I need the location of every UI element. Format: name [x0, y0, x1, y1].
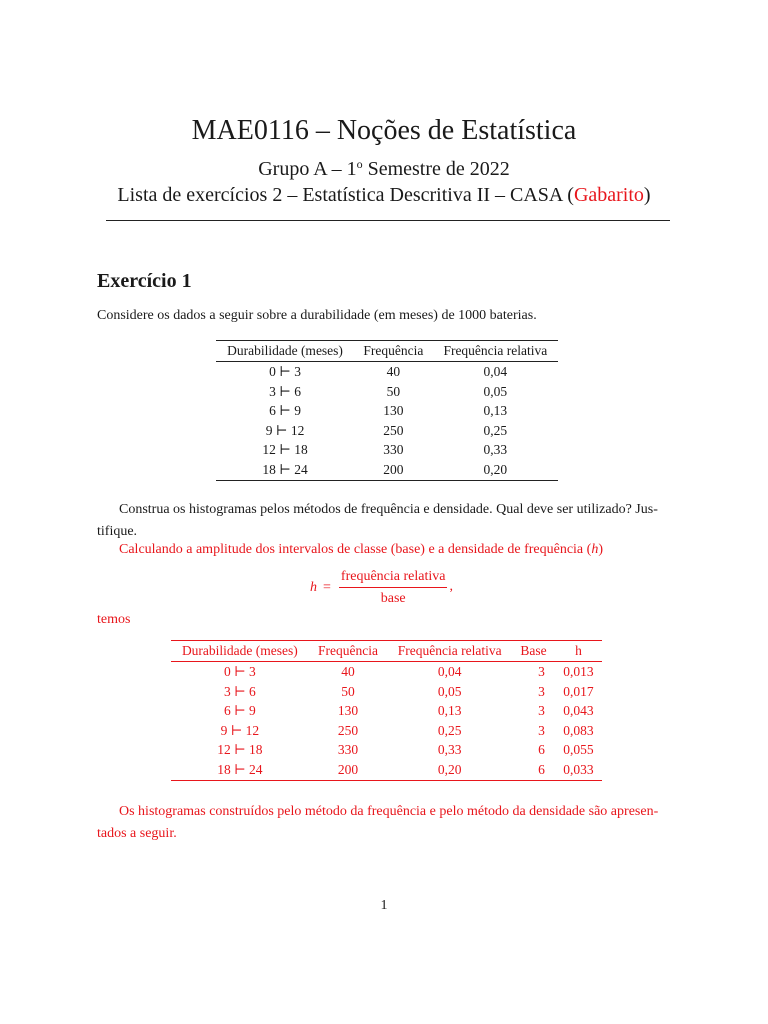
column-header: Frequência relativa: [397, 643, 502, 658]
table-row: [216, 382, 558, 402]
table-header-row: [216, 341, 558, 362]
table-cell: 50: [341, 683, 355, 699]
table-cell: 3 ⊢ 6: [223, 683, 256, 699]
table-cell: 0,033: [563, 761, 594, 777]
gabarito-label: Gabarito: [573, 184, 644, 206]
table-cell: 0 ⊢ 3: [223, 664, 256, 679]
document-subtitle: [0, 151, 768, 182]
table-cell: 0,20: [437, 761, 462, 777]
table-cell: 200: [337, 761, 359, 777]
table-cell: 0,33: [437, 742, 462, 758]
calc-text-close: ): [598, 542, 603, 557]
table-cell: 40: [341, 664, 355, 679]
question-line: tifique.: [97, 524, 138, 539]
table-cell: 6 ⊢ 9: [223, 703, 256, 719]
table-cell: 0,043: [563, 703, 594, 719]
table-cell: 330: [337, 742, 359, 758]
table-cell: 40: [386, 364, 401, 379]
table-row: [216, 460, 558, 480]
density-table: [171, 640, 602, 781]
table-cell: 0,13: [483, 403, 508, 419]
table-cell: 3 ⊢ 6: [269, 383, 301, 399]
table-cell: 0,20: [483, 461, 508, 477]
table-row: [171, 740, 602, 760]
table-cell: 6: [538, 761, 545, 777]
table-cell: 0,04: [483, 364, 508, 379]
subtitle-semester: Semestre de 2022: [362, 158, 510, 180]
table-cell: 6: [538, 742, 545, 758]
table-cell: 0,05: [483, 383, 508, 399]
battery-frequency-table: [216, 340, 558, 481]
table-cell: 18 ⊢ 24: [217, 761, 263, 777]
table-cell: 130: [383, 403, 404, 419]
conclusion-line: tados a seguir.: [97, 826, 177, 841]
subtitle-group: Grupo A – 1: [258, 158, 357, 180]
calc-text: Calculando a amplitude dos intervalos de classe (base) e a densidade de frequência (: [119, 542, 592, 557]
table-cell: 12 ⊢ 18: [217, 742, 263, 758]
table-row: [171, 721, 602, 741]
table-cell: 0,083: [563, 722, 594, 738]
exercise-heading: Exercício 1: [97, 270, 192, 292]
table-cell: 330: [383, 442, 404, 458]
table-cell: 0,25: [483, 422, 508, 438]
column-header: Base: [520, 643, 547, 658]
table-cell: 3: [538, 722, 545, 738]
table-cell: 9 ⊢ 12: [265, 422, 305, 438]
page-number: 1: [380, 898, 388, 913]
formula-trailing-comma: ,: [449, 579, 453, 594]
subtitle-ordinal: o: [356, 157, 363, 171]
table-cell: 250: [337, 722, 359, 738]
table-row: [216, 401, 558, 421]
column-header: h: [575, 643, 582, 658]
table-row: [216, 440, 558, 460]
formula-lhs: h: [310, 579, 317, 595]
column-header: Frequência: [317, 643, 378, 658]
table-cell: 50: [386, 383, 401, 399]
table-header-row: [171, 641, 602, 662]
density-formula: [310, 568, 453, 607]
document-title: MAE0116 – Noções de Estatística: [191, 115, 577, 146]
table-cell: 12 ⊢ 18: [262, 442, 308, 458]
conclusion-line: Os histogramas construídos pelo método da frequência e pelo método da densidade são apresen-: [119, 804, 659, 819]
table-cell: 0,04: [437, 664, 462, 679]
formula-equals: =: [323, 579, 331, 595]
table-cell: 0,05: [437, 683, 462, 699]
header-divider: [106, 220, 670, 221]
table-row: [171, 682, 602, 702]
table-cell: 3: [538, 664, 545, 679]
table-cell: 200: [383, 461, 404, 477]
table-row: [171, 662, 602, 682]
table-cell: 0,13: [437, 703, 462, 719]
exercise-intro: Considere os dados a seguir sobre a durabilidade (em meses) de 1000 baterias.: [97, 308, 537, 323]
list-heading-text: Lista de exercícios 2 – Estatística Descritiva II – CASA (: [117, 184, 574, 206]
formula-denominator: base: [380, 591, 406, 606]
calc-variable: h: [591, 542, 599, 557]
table-cell: 3: [538, 703, 545, 719]
question-line: Construa os histogramas pelos métodos de frequência e densidade. Qual deve ser utilizado? Jus-: [119, 502, 658, 517]
table-cell: 0,33: [483, 442, 508, 458]
answer-temos: temos: [97, 612, 131, 627]
answer-conclusion: [97, 801, 679, 845]
table-cell: 18 ⊢ 24: [262, 461, 308, 477]
table-cell: 0,25: [437, 722, 462, 738]
table-row: [216, 421, 558, 441]
list-heading-close: ): [643, 184, 651, 206]
column-header: Frequência: [363, 343, 424, 358]
table-row: [171, 701, 602, 721]
table-cell: 0,055: [563, 742, 594, 758]
table-row: [171, 760, 602, 780]
table-cell: 250: [383, 422, 404, 438]
column-header: Durabilidade (meses): [227, 343, 343, 358]
formula-numerator: frequência relativa: [339, 568, 448, 588]
exercise-question: [97, 499, 679, 543]
table-cell: 6 ⊢ 9: [269, 403, 301, 419]
table-cell: 130: [337, 703, 359, 719]
table-cell: 0,017: [563, 683, 594, 699]
answer-calculation-text: [119, 539, 603, 561]
column-header: Durabilidade (meses): [181, 643, 298, 658]
table-row: [216, 362, 558, 382]
table-cell: 0,013: [563, 664, 594, 679]
table-cell: 3: [538, 683, 545, 699]
column-header: Frequência relativa: [443, 343, 548, 358]
list-heading: [0, 182, 768, 208]
table-cell: 0 ⊢ 3: [269, 364, 301, 379]
table-cell: 9 ⊢ 12: [220, 722, 260, 738]
formula-fraction: [339, 568, 448, 607]
